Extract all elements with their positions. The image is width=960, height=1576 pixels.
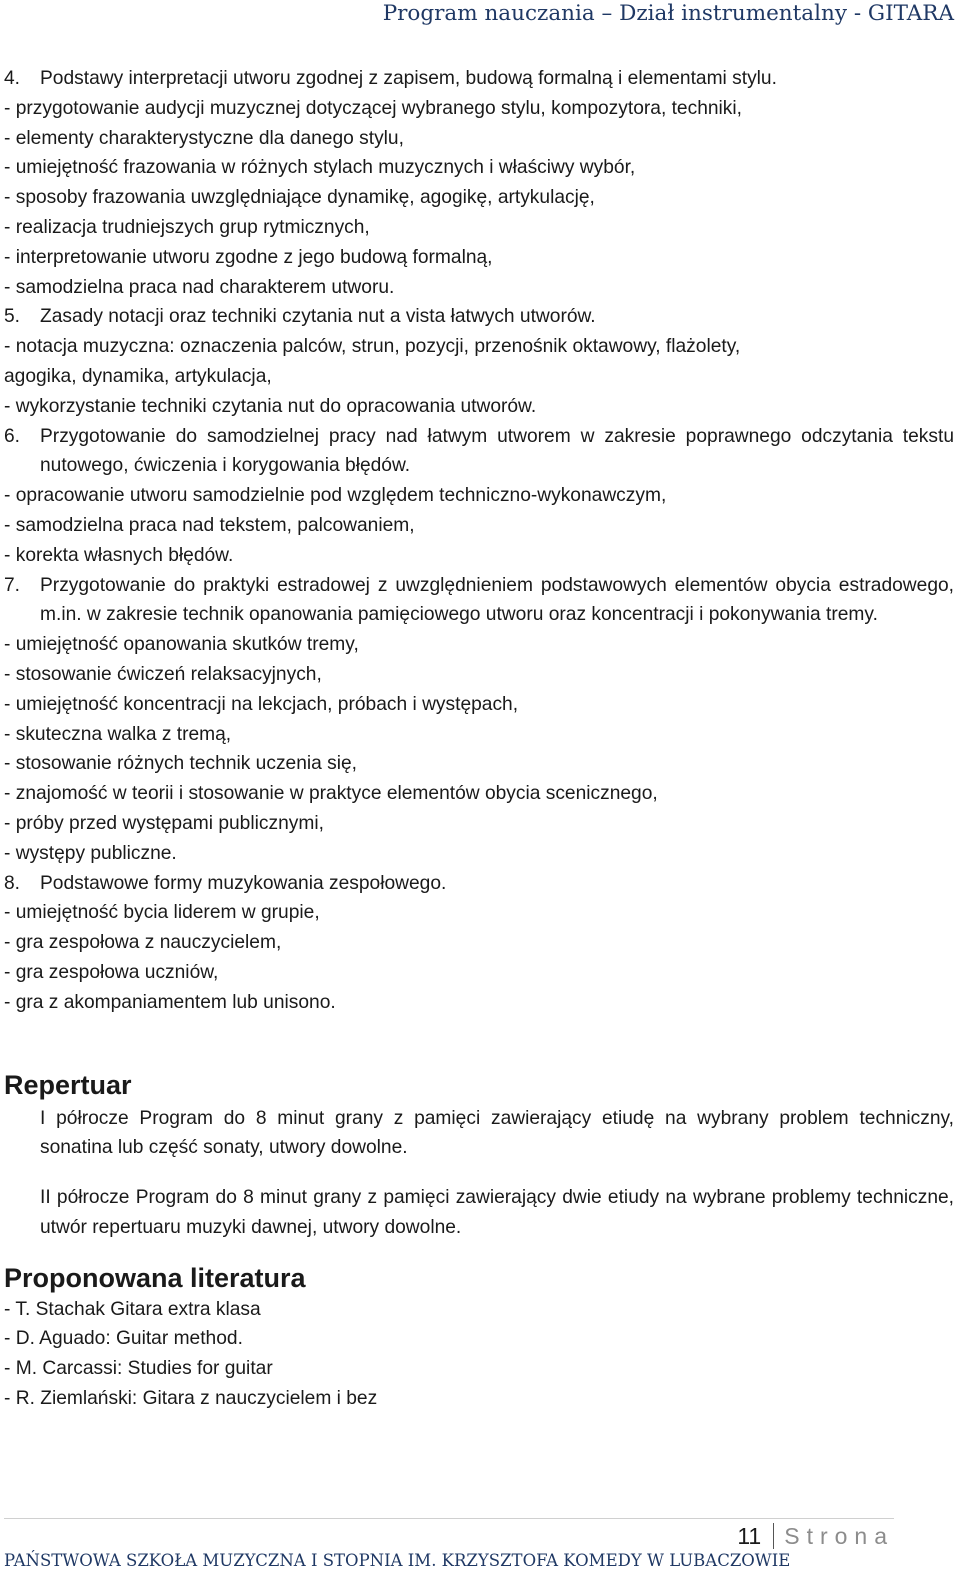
- literatura-heading: Proponowana literatura: [4, 1262, 306, 1293]
- page-number-value: 11: [737, 1523, 762, 1549]
- list-item: - gra z akompaniamentem lub unisono.: [4, 991, 336, 1013]
- list-item: - gra zespołowa z nauczycielem,: [4, 932, 282, 954]
- list-item: - M. Carcassi: Studies for guitar: [4, 1358, 273, 1380]
- list-item: - przygotowanie audycji muzycznej dotyczącej wybranego stylu, kompozytora, techniki,: [4, 97, 742, 119]
- item-number: 7.: [4, 574, 21, 596]
- list-item: - opracowanie utworu samodzielnie pod względem techniczno-wykonawczym,: [4, 485, 667, 507]
- numbered-item-8: [4, 869, 954, 899]
- item-text: Przygotowanie do samodzielnej pracy nad łatwym utworem w zakresie poprawnego odczytania tekstu nutowego, ćwiczenia i korygowania błędów.: [40, 425, 954, 477]
- list-item: - R. Ziemlański: Gitara z nauczycielem i bez: [4, 1388, 378, 1410]
- repertuar-paragraph-1: I półrocze Program do 8 minut grany z pamięci zawierający etiudę na wybrany problem techniczny, sonatina lub część sonaty, utwory dowolne.: [40, 1107, 954, 1159]
- document-body: [4, 64, 954, 1414]
- item-text: Zasady notacji oraz techniki czytania nut a vista łatwych utworów.: [40, 306, 596, 328]
- list-item: - umiejętność koncentracji na lekcjach, próbach i występach,: [4, 693, 519, 715]
- footer-school-name: PAŃSTWOWA SZKOŁA MUZYCZNA I STOPNIA IM. KRZYSZTOFA KOMEDY W LUBACZOWIE: [4, 1551, 791, 1570]
- page-number: [737, 1521, 894, 1551]
- list-item: - D. Aguado: Guitar method.: [4, 1328, 243, 1350]
- item-text: Przygotowanie do praktyki estradowej z uwzględnieniem podstawowych elementów obycia estradowego, m.in. w zakresie technik opanowania pamięciowego utworu oraz koncentracji i pokonywania tremy.: [40, 574, 954, 626]
- item-text: Podstawy interpretacji utworu zgodnej z zapisem, budową formalną i elementami stylu.: [40, 68, 777, 89]
- list-item: - skuteczna walka z tremą,: [4, 723, 232, 745]
- repertuar-heading: Repertuar: [4, 1069, 132, 1100]
- list-6: [4, 481, 954, 570]
- list-item: - elementy charakterystyczne dla danego stylu,: [4, 127, 404, 149]
- list-item: - T. Stachak Gitara extra klasa: [4, 1298, 261, 1320]
- repertuar-paragraph-2: II półrocze Program do 8 minut grany z pamięci zawierający dwie etiudy na wybrane problemy techniczne, utwór repertuaru muzyki dawnej, utwory dowolne.: [40, 1187, 954, 1238]
- footer-divider: [4, 1518, 894, 1519]
- numbered-item-5: [4, 302, 954, 332]
- list-item: - sposoby frazowania uwzględniające dynamikę, agogikę, artykulację,: [4, 187, 595, 209]
- list-item: - umiejętność opanowania skutków tremy,: [4, 634, 359, 656]
- item-number: 5.: [4, 306, 21, 328]
- numbered-item-6: [4, 422, 954, 482]
- list-item: - występy publiczne.: [4, 842, 177, 864]
- list-item: - gra zespołowa uczniów,: [4, 961, 219, 983]
- item-number: 4.: [4, 68, 21, 89]
- list-item: - umiejętność frazowania w różnych stylach muzycznych i właściwy wybór,: [4, 157, 636, 179]
- list-item: - stosowanie różnych technik uczenia się,: [4, 753, 358, 775]
- document-header: [383, 0, 954, 30]
- list-item: - realizacja trudniejszych grup rytmicznych,: [4, 216, 370, 238]
- list-item: - interpretowanie utworu zgodne z jego budową formalną,: [4, 246, 493, 268]
- document-header-title: Program nauczania – Dział instrumentalny - GITARA: [382, 1, 954, 26]
- list-4: [4, 94, 954, 303]
- list-7: [4, 630, 954, 868]
- list-item: - wykorzystanie techniki czytania nut do opracowania utworów.: [4, 395, 537, 417]
- page-number-separator: [773, 1523, 774, 1549]
- list-item: - znajomość w teorii i stosowanie w praktyce elementów obycia scenicznego,: [4, 783, 658, 805]
- list-8: [4, 898, 954, 1017]
- numbered-item-7: [4, 571, 954, 631]
- list-item: - samodzielna praca nad tekstem, palcowaniem,: [4, 514, 415, 536]
- item-text: Podstawowe formy muzykowania zespołowego.: [40, 872, 447, 894]
- list-item: - stosowanie ćwiczeń relaksacyjnych,: [4, 663, 322, 685]
- item-number: 6.: [4, 425, 21, 447]
- list-item: - samodzielna praca nad charakterem utworu.: [4, 276, 395, 298]
- numbered-item-4: [4, 64, 954, 94]
- page-word: Strona: [784, 1523, 894, 1549]
- list-5: [4, 332, 954, 421]
- list-item: - umiejętność bycia liderem w grupie,: [4, 902, 320, 924]
- list-item: - korekta własnych błędów.: [4, 544, 234, 566]
- item-number: 8.: [4, 872, 21, 894]
- list-item: - notacja muzyczna: oznaczenia palców, strun, pozycji, przenośnik oktawowy, flażolety,: [4, 336, 741, 358]
- literatura-list: [4, 1295, 954, 1414]
- list-item: agogika, dynamika, artykulacja,: [4, 365, 272, 387]
- list-item: - próby przed występami publicznymi,: [4, 812, 324, 834]
